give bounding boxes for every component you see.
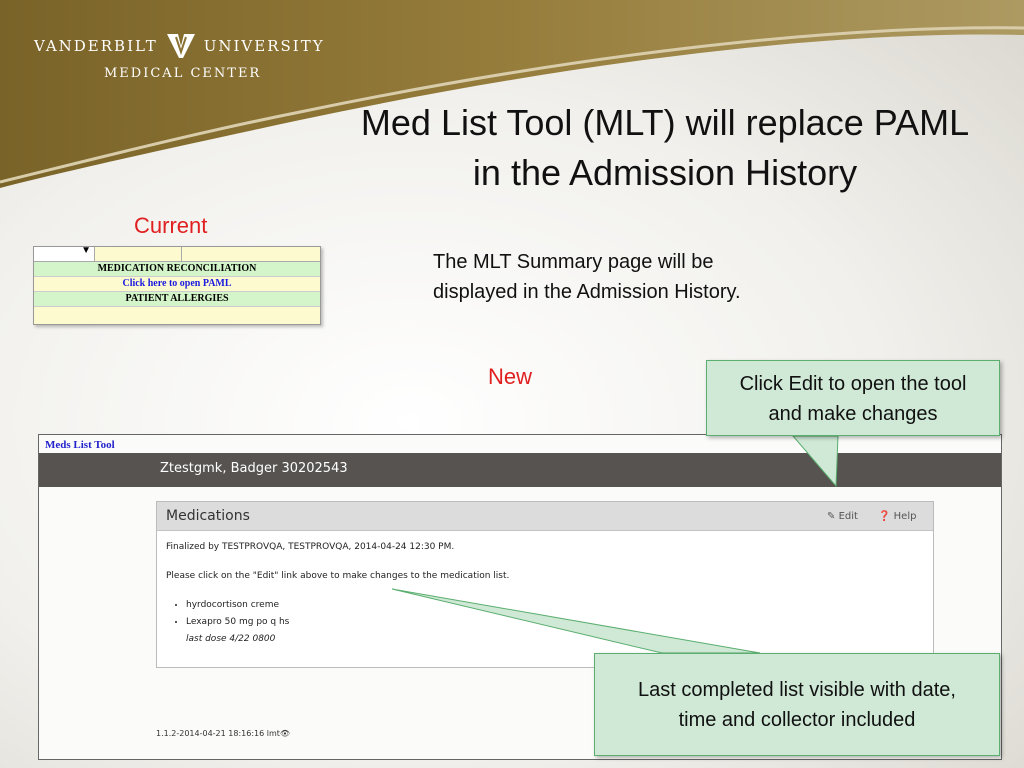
med-reconciliation-label: MEDICATION RECONCILIATION bbox=[34, 262, 320, 277]
edit-callout bbox=[706, 360, 1000, 436]
meds-list-tool-title[interactable]: Meds List Tool bbox=[45, 439, 115, 451]
brand-medical-center: MEDICAL CENTER bbox=[104, 66, 262, 81]
paml-dropdown[interactable] bbox=[34, 247, 95, 261]
medication-list bbox=[166, 600, 289, 651]
version-text: 1.1.2-2014-04-21 18:16:16 lmt bbox=[156, 729, 280, 738]
last-callout-line-2: time and collector included bbox=[678, 709, 916, 731]
edit-callout-line-2: and make changes bbox=[768, 403, 938, 425]
slide-title bbox=[330, 98, 1000, 198]
help-icon: ❓ bbox=[878, 511, 891, 522]
eye-icon[interactable]: 👁 bbox=[279, 729, 291, 738]
edit-icon: ✎ bbox=[827, 511, 836, 522]
medications-card bbox=[156, 501, 934, 668]
summary-description bbox=[433, 247, 793, 307]
medications-card-header bbox=[157, 502, 933, 531]
last-callout-line-1: Last completed list visible with date, bbox=[638, 679, 956, 701]
edit-label: Edit bbox=[838, 511, 858, 522]
open-paml-link[interactable]: Click here to open PAML bbox=[34, 277, 320, 292]
title-line-1: Med List Tool (MLT) will replace PAML bbox=[360, 102, 970, 143]
title-line-2: in the Admission History bbox=[472, 152, 858, 193]
dropdown-arrow-icon: ▼ bbox=[81, 245, 91, 256]
edit-instructions: Please click on the "Edit" link above to make changes to the medication list. bbox=[166, 571, 510, 581]
current-label: Current bbox=[134, 213, 208, 238]
edit-button[interactable] bbox=[827, 511, 858, 522]
finalized-status: Finalized by TESTPROVQA, TESTPROVQA, 2014-04-24 12:30 PM. bbox=[166, 542, 455, 552]
last-dose-note: last dose 4/22 0800 bbox=[186, 634, 276, 644]
patient-allergies-label: PATIENT ALLERGIES bbox=[34, 292, 320, 307]
brand-university: UNIVERSITY bbox=[203, 37, 325, 55]
version-footer bbox=[156, 729, 290, 738]
help-label: Help bbox=[893, 511, 917, 522]
patient-name: Ztestgmk, Badger 30202543 bbox=[160, 461, 348, 476]
last-list-callout bbox=[594, 653, 1000, 756]
medications-heading: Medications bbox=[166, 508, 250, 524]
list-item-label: Lexapro 50 mg po q hs bbox=[186, 617, 290, 627]
paml-toolbar-cell bbox=[95, 247, 182, 261]
new-label: New bbox=[488, 364, 533, 389]
help-button[interactable] bbox=[878, 511, 916, 522]
paml-widget bbox=[33, 246, 321, 325]
patient-bar bbox=[39, 453, 1001, 487]
list-item bbox=[186, 617, 289, 644]
paml-toolbar bbox=[34, 247, 320, 262]
summary-line-1: The MLT Summary page will be bbox=[433, 251, 714, 273]
list-item: • hyrdocortison creme bbox=[186, 600, 289, 610]
vanderbilt-logo-icon bbox=[166, 33, 196, 59]
vanderbilt-wordmark bbox=[34, 33, 325, 59]
brand-vanderbilt: VANDERBILT bbox=[34, 37, 158, 55]
summary-line-2: displayed in the Admission History. bbox=[433, 281, 741, 303]
edit-callout-line-1: Click Edit to open the tool bbox=[739, 373, 967, 395]
